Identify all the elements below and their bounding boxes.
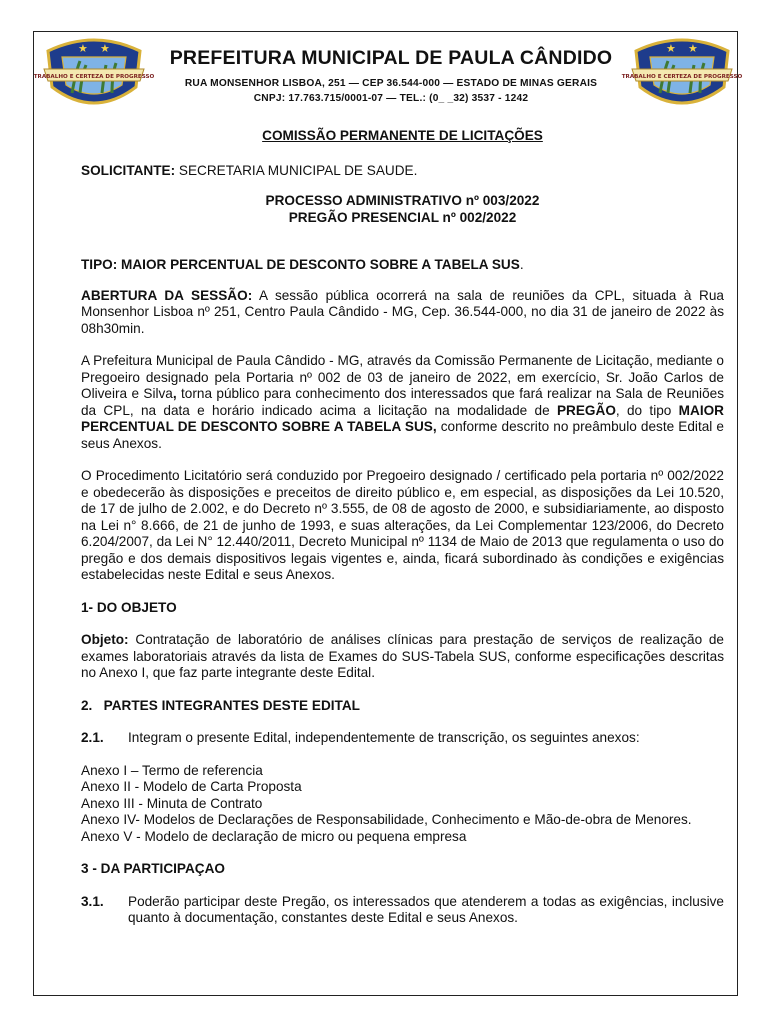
item-3-1 bbox=[81, 894, 724, 927]
tipo-text: TIPO: MAIOR PERCENTUAL DE DESCONTO SOBRE A TABELA SUS bbox=[81, 257, 520, 272]
pregao-number: PREGÃO PRESENCIAL nº 002/2022 bbox=[288, 209, 517, 225]
intro-part1: A Prefeitura Municipal de Paula Cândido - MG, através da Comissão Permanente de Licitação, mediante o Pregoeiro designado pela Portaria nº 002 de 03 de janeiro de 2022, em exercício, Sr. João Carlos de Oliveira e Silva bbox=[81, 353, 724, 401]
process-number: PROCESSO ADMINISTRATIVO nº 003/2022 bbox=[265, 193, 540, 208]
intro-part4: conforme descrito no preâmbulo deste Edital e seus Anexos. bbox=[81, 419, 724, 451]
objeto-text: Contratação de laboratório de análises clínicas para prestação de serviços de realização de exames laboratoriais através da lista de Exames do SUS-Tabela SUS, conforme especificações descritas no Anexo I, que faz parte integrante deste Edital. bbox=[81, 632, 724, 680]
solicitante-value: SECRETARIA MUNICIPAL DE SAUDE. bbox=[175, 162, 418, 178]
item-2-1 bbox=[81, 730, 724, 747]
tipo-line bbox=[81, 257, 724, 274]
annex-item: Anexo V - Modelo de declaração de micro ou pequena empresa bbox=[81, 828, 467, 844]
svg-text:TRABALHO E CERTEZA DE PROGRESS: TRABALHO E CERTEZA DE PROGRESSO bbox=[33, 74, 155, 80]
municipal-seal-right bbox=[621, 35, 743, 113]
intro-part3: , do tipo bbox=[615, 402, 679, 418]
commission-title: COMISSÃO PERMANENTE DE LICITAÇÕES bbox=[262, 128, 543, 143]
municipal-seal-left bbox=[33, 35, 155, 113]
tipo-end: . bbox=[519, 257, 524, 272]
annex-item: Anexo II - Modelo de Carta Proposta bbox=[81, 779, 302, 794]
svg-text:★: ★ bbox=[78, 42, 88, 55]
svg-text:★: ★ bbox=[688, 42, 698, 55]
section-3-heading: 3 - DA PARTICIPAÇAO bbox=[81, 861, 225, 876]
solicitante-line bbox=[81, 163, 724, 180]
annex-item: Anexo IV- Modelos de Declarações de Responsabilidade, Conhecimento e Mão-de-obra de Menores. bbox=[81, 812, 692, 827]
intro-modalidade: PREGÃO bbox=[556, 402, 616, 418]
intro-comma: , bbox=[172, 386, 177, 401]
letterhead bbox=[33, 33, 743, 115]
intro-paragraph bbox=[81, 353, 724, 452]
item-3-1-text: Poderão participar deste Pregão, os interessados que atenderem a todas as exigências, inclusive quanto à documentação, constantes deste Edital e seus Anexos. bbox=[128, 893, 724, 925]
edital-body bbox=[81, 128, 724, 927]
municipality-title: PREFEITURA MUNICIPAL DE PAULA CÂNDIDO bbox=[169, 47, 613, 69]
svg-text:TRABALHO E CERTEZA DE PROGRESS: TRABALHO E CERTEZA DE PROGRESSO bbox=[621, 74, 743, 80]
procedimento-paragraph: O Procedimento Licitatório será conduzido por Pregoeiro designado / certificado pela portaria nº 002/2022 e obedecerão às disposições e preceitos de direito público e, em especial, as disposições da Lei 10.520, de 17 de julho de 2.002, e do Decreto nº 3.555, de 08 de agosto de 2000, e subsidiariamente, ao disposto na Lei n° 8.666, de 21 de junho de 1993, e suas alterações, da Lei Complementar 123/2006, do Decreto 6.204/2007, da Lei N° 12.440/2011, Decreto Municipal nº 1134 de Maio de 2013 que regulamenta o uso do pregão e dos demais dispositivos legais vigentes e, ainda, ficará subordinado às condições e exigências estabelecidas neste Edital e seus Anexos. bbox=[81, 468, 724, 582]
section-1-heading: 1- DO OBJETO bbox=[81, 599, 177, 615]
objeto-paragraph bbox=[81, 632, 724, 682]
municipality-address: RUA MONSENHOR LISBOA, 251 — CEP 36.544-000 — ESTADO DE MINAS GERAIS bbox=[184, 78, 598, 89]
abertura-paragraph bbox=[81, 288, 724, 338]
item-2-1-text: Integram o presente Edital, independentemente de transcrição, os seguintes anexos: bbox=[128, 730, 640, 745]
abertura-text: A sessão pública ocorrerá na sala de reuniões da CPL, situada à Rua Monsenhor Lisboa nº 251, Centro Paula Cândido - MG, Cep. 36.544-000, no dia 31 de janeiro de 2022 às 08h30min. bbox=[81, 287, 724, 336]
municipality-contact: CNPJ: 17.763.715/0001-07 — TEL.: (0_ _32) 3537 - 1242 bbox=[253, 93, 529, 104]
annex-item: Anexo I – Termo de referencia bbox=[81, 762, 263, 778]
item-2-1-number: 2.1. bbox=[81, 730, 104, 745]
intro-tipo: MAIOR PERCENTUAL DE DESCONTO SOBRE A TABELA SUS, bbox=[81, 402, 724, 434]
objeto-label: Objeto: bbox=[81, 632, 129, 647]
svg-text:★: ★ bbox=[666, 42, 676, 55]
annex-list bbox=[81, 763, 724, 846]
annex-item: Anexo III - Minuta de Contrato bbox=[81, 795, 263, 811]
intro-part2: torna público para conhecimento dos interessados que fará realizar na Sala de Reuniões da CPL, na data e horário indicado acima a licitação na modalidade de bbox=[81, 386, 724, 418]
abertura-label: ABERTURA DA SESSÃO: bbox=[81, 287, 253, 303]
item-3-1-number: 3.1. bbox=[81, 893, 104, 909]
section-2-heading: 2. PARTES INTEGRANTES DESTE EDITAL bbox=[81, 697, 360, 713]
svg-text:★: ★ bbox=[100, 42, 110, 55]
solicitante-label: SOLICITANTE: bbox=[81, 162, 176, 178]
